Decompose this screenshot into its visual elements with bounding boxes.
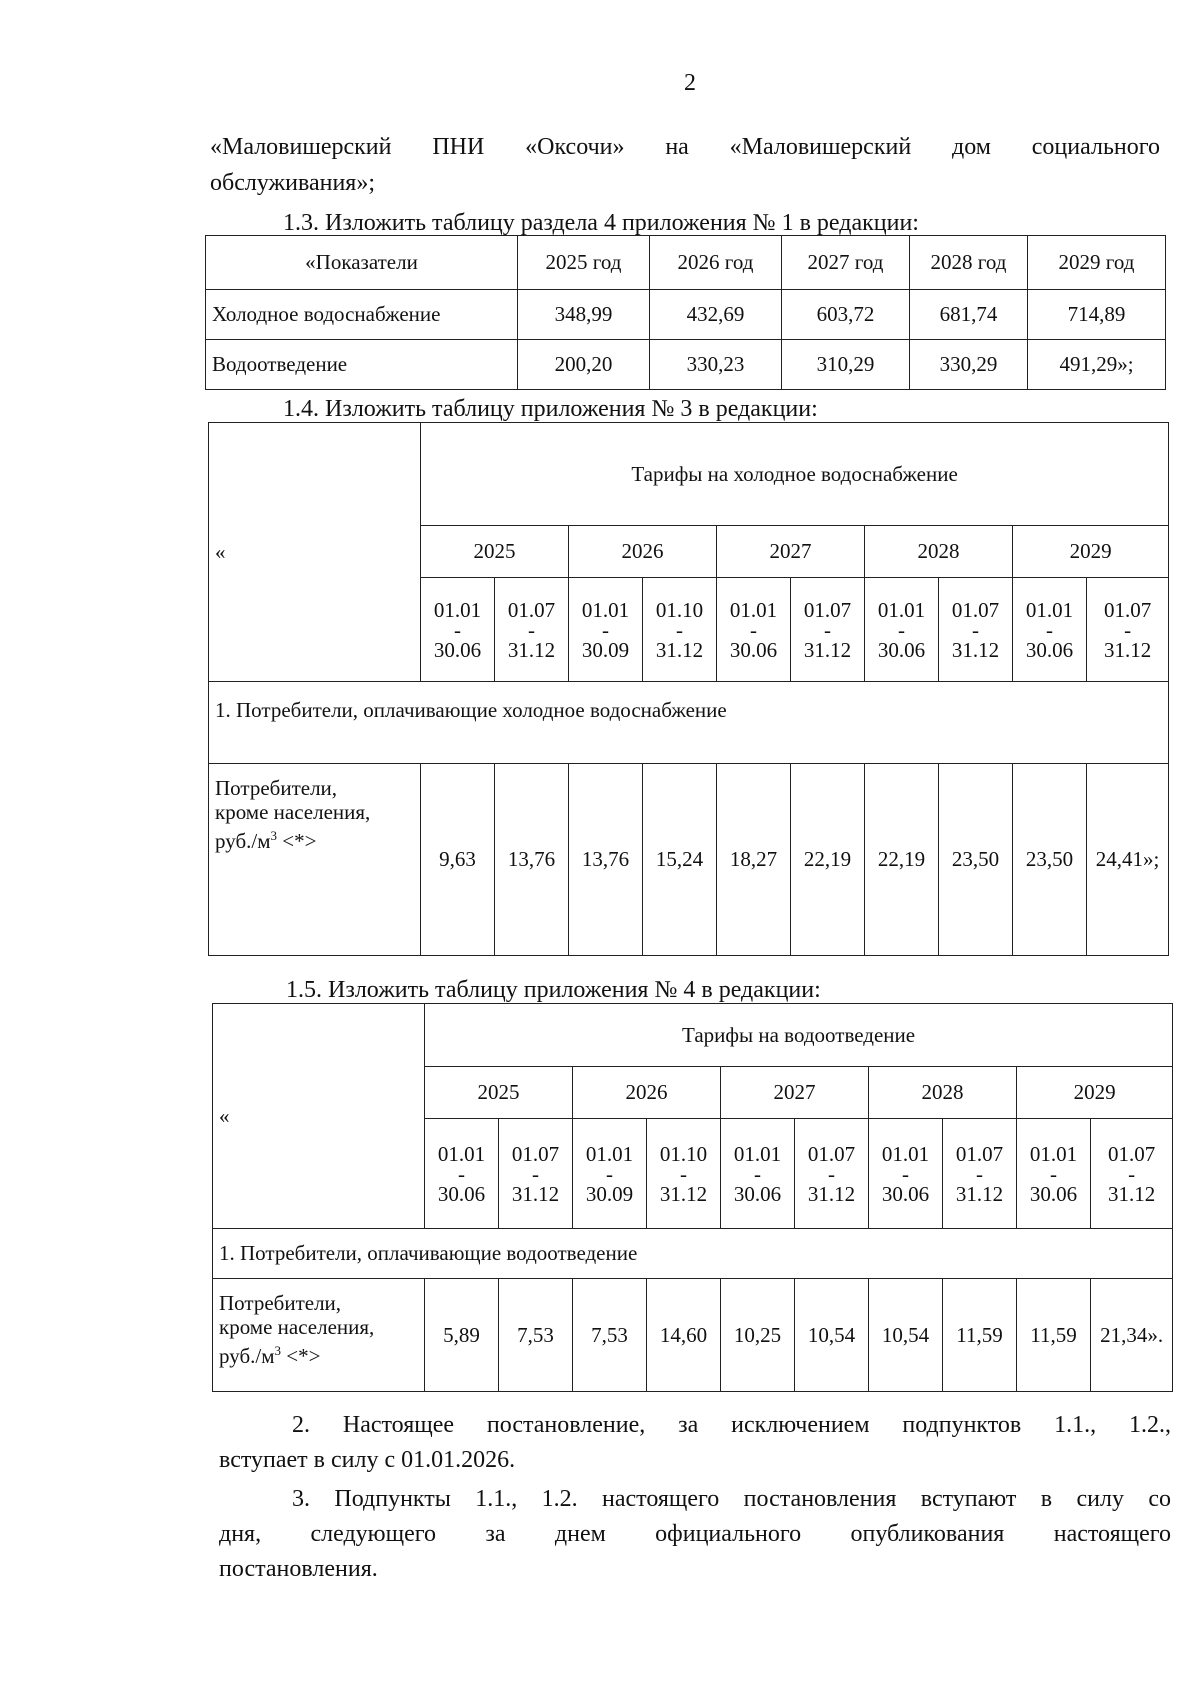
tariff-value: 5,89	[425, 1279, 499, 1392]
row-label: Потребители, кроме населения, $руб./м^3$ <*>	[213, 1279, 425, 1392]
tariff-value: 10,54	[795, 1279, 869, 1392]
period-header: 01.10 - 31.12	[643, 578, 717, 682]
tariff-value: 13,76	[569, 764, 643, 956]
period-header: 01.01 - 30.06	[721, 1119, 795, 1229]
paragraph-3-line-3: постановления.	[219, 1556, 378, 1582]
indicators-header-cell: 2029 год	[1028, 236, 1166, 290]
wastewater-tariffs-table	[212, 1003, 1173, 1392]
paragraph-3-line-2: дня, следующего за днем официального опубликования настоящего	[219, 1521, 1171, 1547]
paragraph-3-line-1: 3. Подпункты 1.1., 1.2. настоящего постановления вступают в силу со	[292, 1486, 1171, 1512]
period-header: 01.07 - 31.12	[495, 578, 569, 682]
section-1-4-heading: 1.4. Изложить таблицу приложения № 3 в редакции:	[283, 396, 818, 422]
value-cell: 348,99	[518, 290, 650, 340]
year-header: 2025	[421, 526, 569, 578]
table-row	[206, 340, 1166, 390]
tariff-value: 22,19	[791, 764, 865, 956]
tariff-value: 7,53	[573, 1279, 647, 1392]
paragraph-2-line-2: вступает в силу с 01.01.2026.	[219, 1447, 516, 1473]
tariff-value: 11,59	[1017, 1279, 1091, 1392]
period-header: 01.07 - 31.12	[1091, 1119, 1173, 1229]
value-cell: 330,29	[910, 340, 1028, 390]
tariff-value: 13,76	[495, 764, 569, 956]
value-cell: 714,89	[1028, 290, 1166, 340]
value-cell: 200,20	[518, 340, 650, 390]
tariff-value: 15,24	[643, 764, 717, 956]
table-title: Тарифы на холодное водоснабжение	[421, 423, 1169, 526]
tariff-value: 24,41»;	[1087, 764, 1169, 956]
period-header: 01.01 - 30.06	[1017, 1119, 1091, 1229]
water-supply-tariffs-table	[208, 422, 1169, 956]
row-label: Потребители, кроме населения, $руб./м^3$ <*>	[209, 764, 421, 956]
period-header: 01.07 - 31.12	[499, 1119, 573, 1229]
year-header: 2029	[1013, 526, 1169, 578]
year-header: 2025	[425, 1067, 573, 1119]
table-title: Тарифы на водоотведение	[425, 1004, 1173, 1067]
section-1-3-heading: 1.3. Изложить таблицу раздела 4 приложения № 1 в редакции:	[283, 210, 919, 236]
year-header: 2029	[1017, 1067, 1173, 1119]
row-label: Холодное водоснабжение	[206, 290, 518, 340]
indicators-table	[205, 235, 1166, 390]
tariff-value: 10,25	[721, 1279, 795, 1392]
year-header: 2027	[721, 1067, 869, 1119]
period-header: 01.07 - 31.12	[791, 578, 865, 682]
year-header: 2028	[865, 526, 1013, 578]
quote-cell: «	[209, 423, 421, 682]
indicators-header-cell: 2028 год	[910, 236, 1028, 290]
intro-line-1: «Маловишерский ПНИ «Оксочи» на «Маловишерский дом социального	[210, 134, 1160, 160]
year-header: 2026	[569, 526, 717, 578]
table-row	[209, 764, 1169, 956]
page-number: 2	[684, 70, 696, 96]
period-header: 01.01 - 30.06	[869, 1119, 943, 1229]
tariff-value: 9,63	[421, 764, 495, 956]
period-header: 01.01 - 30.06	[421, 578, 495, 682]
period-header: 01.01 - 30.06	[865, 578, 939, 682]
paragraph-2-line-1: 2. Настоящее постановление, за исключением подпунктов 1.1., 1.2.,	[292, 1412, 1171, 1438]
value-cell: 310,29	[782, 340, 910, 390]
period-header: 01.01 - 30.09	[573, 1119, 647, 1229]
value-cell: 491,29»;	[1028, 340, 1166, 390]
value-cell: 681,74	[910, 290, 1028, 340]
consumer-group-label: 1. Потребители, оплачивающие водоотведение	[213, 1229, 1173, 1279]
period-header: 01.01 - 30.06	[1013, 578, 1087, 682]
tariff-value: 7,53	[499, 1279, 573, 1392]
value-cell: 603,72	[782, 290, 910, 340]
section-1-5-heading: 1.5. Изложить таблицу приложения № 4 в редакции:	[286, 977, 821, 1003]
tariff-value: 18,27	[717, 764, 791, 956]
value-cell: 432,69	[650, 290, 782, 340]
indicators-header-cell: 2025 год	[518, 236, 650, 290]
indicators-header-cell: 2027 год	[782, 236, 910, 290]
period-header: 01.07 - 31.12	[939, 578, 1013, 682]
period-header: 01.07 - 31.12	[943, 1119, 1017, 1229]
period-header: 01.01 - 30.09	[569, 578, 643, 682]
tariff-value: 23,50	[1013, 764, 1087, 956]
period-header: 01.07 - 31.12	[795, 1119, 869, 1229]
value-cell: 330,23	[650, 340, 782, 390]
table-row	[206, 290, 1166, 340]
tariff-value: 22,19	[865, 764, 939, 956]
tariff-value: 11,59	[943, 1279, 1017, 1392]
consumer-group-label: 1. Потребители, оплачивающие холодное водоснабжение	[209, 682, 1169, 764]
tariff-value: 10,54	[869, 1279, 943, 1392]
tariff-value: 14,60	[647, 1279, 721, 1392]
period-header: 01.01 - 30.06	[717, 578, 791, 682]
year-header: 2027	[717, 526, 865, 578]
indicators-header-cell: 2026 год	[650, 236, 782, 290]
tariff-value: 21,34».	[1091, 1279, 1173, 1392]
period-header: 01.10 - 31.12	[647, 1119, 721, 1229]
table-row	[213, 1279, 1173, 1392]
indicators-header-cell: «Показатели	[206, 236, 518, 290]
year-header: 2028	[869, 1067, 1017, 1119]
indicators-header-row	[206, 236, 1166, 290]
intro-line-2: обслуживания»;	[210, 170, 376, 196]
year-header: 2026	[573, 1067, 721, 1119]
tariff-value: 23,50	[939, 764, 1013, 956]
quote-cell: «	[213, 1004, 425, 1229]
row-label: Водоотведение	[206, 340, 518, 390]
period-header: 01.01 - 30.06	[425, 1119, 499, 1229]
period-header: 01.07 - 31.12	[1087, 578, 1169, 682]
